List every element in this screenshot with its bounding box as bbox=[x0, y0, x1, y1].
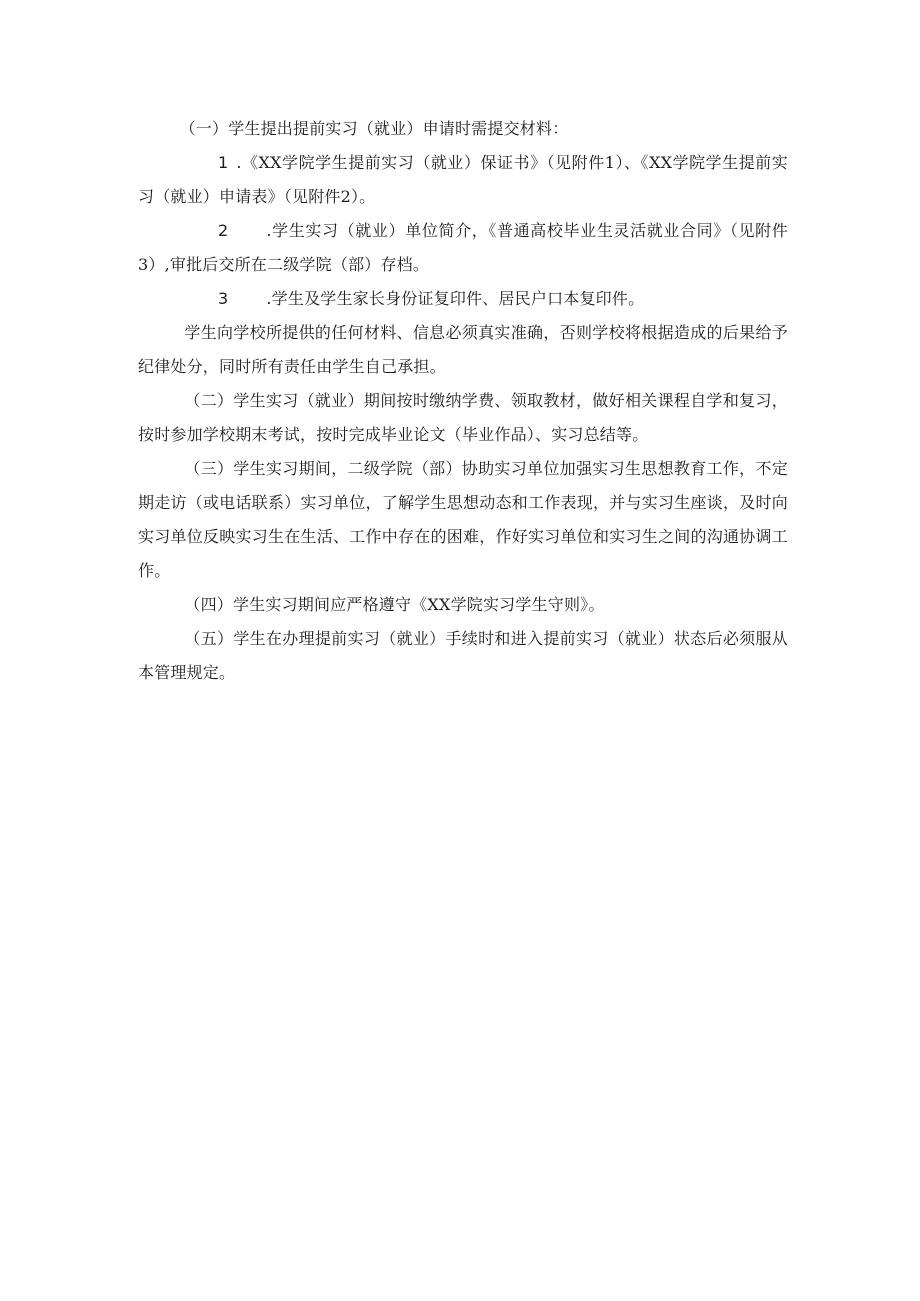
paragraph-section-5 bbox=[138, 622, 788, 690]
paragraph-item-2 bbox=[138, 214, 788, 282]
paragraph-materials-note bbox=[138, 316, 788, 384]
paragraph-item-3 bbox=[138, 282, 788, 316]
paragraph-text: 学生向学校所提供的任何材料、信息必须真实准确，否则学校将根据造成的后果给予纪律处分，同时所有责任由学生自己承担。 bbox=[138, 323, 788, 376]
paragraph-text: .学生实习（就业）单位简介，《普通高校毕业生灵活就业合同》（见附件3）,审批后交所在二级学院（部）存档。 bbox=[138, 221, 788, 274]
paragraph-section-1-heading bbox=[138, 112, 788, 146]
paragraph-text: （三）学生实习期间，二级学院（部）协助实习单位加强实习生思想教育工作，不定期走访（或电话联系）实习单位，了解学生思想动态和工作表现，并与实习生座谈，及时向实习单位反映实习生在生活、工作中存在的困难，作好实习单位和实习生之间的沟通协调工作。 bbox=[138, 459, 788, 580]
paragraph-text: .学生及学生家长身份证复印件、居民户口本复印件。 bbox=[266, 289, 645, 308]
item-number: 1 bbox=[218, 153, 229, 172]
paragraph-section-3 bbox=[138, 452, 788, 588]
document-body bbox=[138, 112, 788, 690]
paragraph-text: （五）学生在办理提前实习（就业）手续时和进入提前实习（就业）状态后必须服从本管理规定。 bbox=[138, 629, 788, 682]
paragraph-section-2 bbox=[138, 384, 788, 452]
paragraph-text: .《XX学院学生提前实习（就业）保证书》（见附件1）、《XX学院学生提前实习（就业）申请表》（见附件2）。 bbox=[138, 153, 788, 206]
paragraph-text: （一）学生提出提前实习（就业）申请时需提交材料： bbox=[179, 119, 569, 138]
item-number: 3 bbox=[218, 289, 229, 308]
item-number: 2 bbox=[218, 221, 229, 240]
paragraph-text: （四）学生实习期间应严格遵守《XX学院实习学生守则》。 bbox=[184, 595, 605, 614]
paragraph-item-1 bbox=[138, 146, 788, 214]
paragraph-section-4 bbox=[138, 588, 788, 622]
paragraph-text: （二）学生实习（就业）期间按时缴纳学费、领取教材，做好相关课程自学和复习，按时参加学校期末考试，按时完成毕业论文（毕业作品）、实习总结等。 bbox=[138, 391, 788, 444]
